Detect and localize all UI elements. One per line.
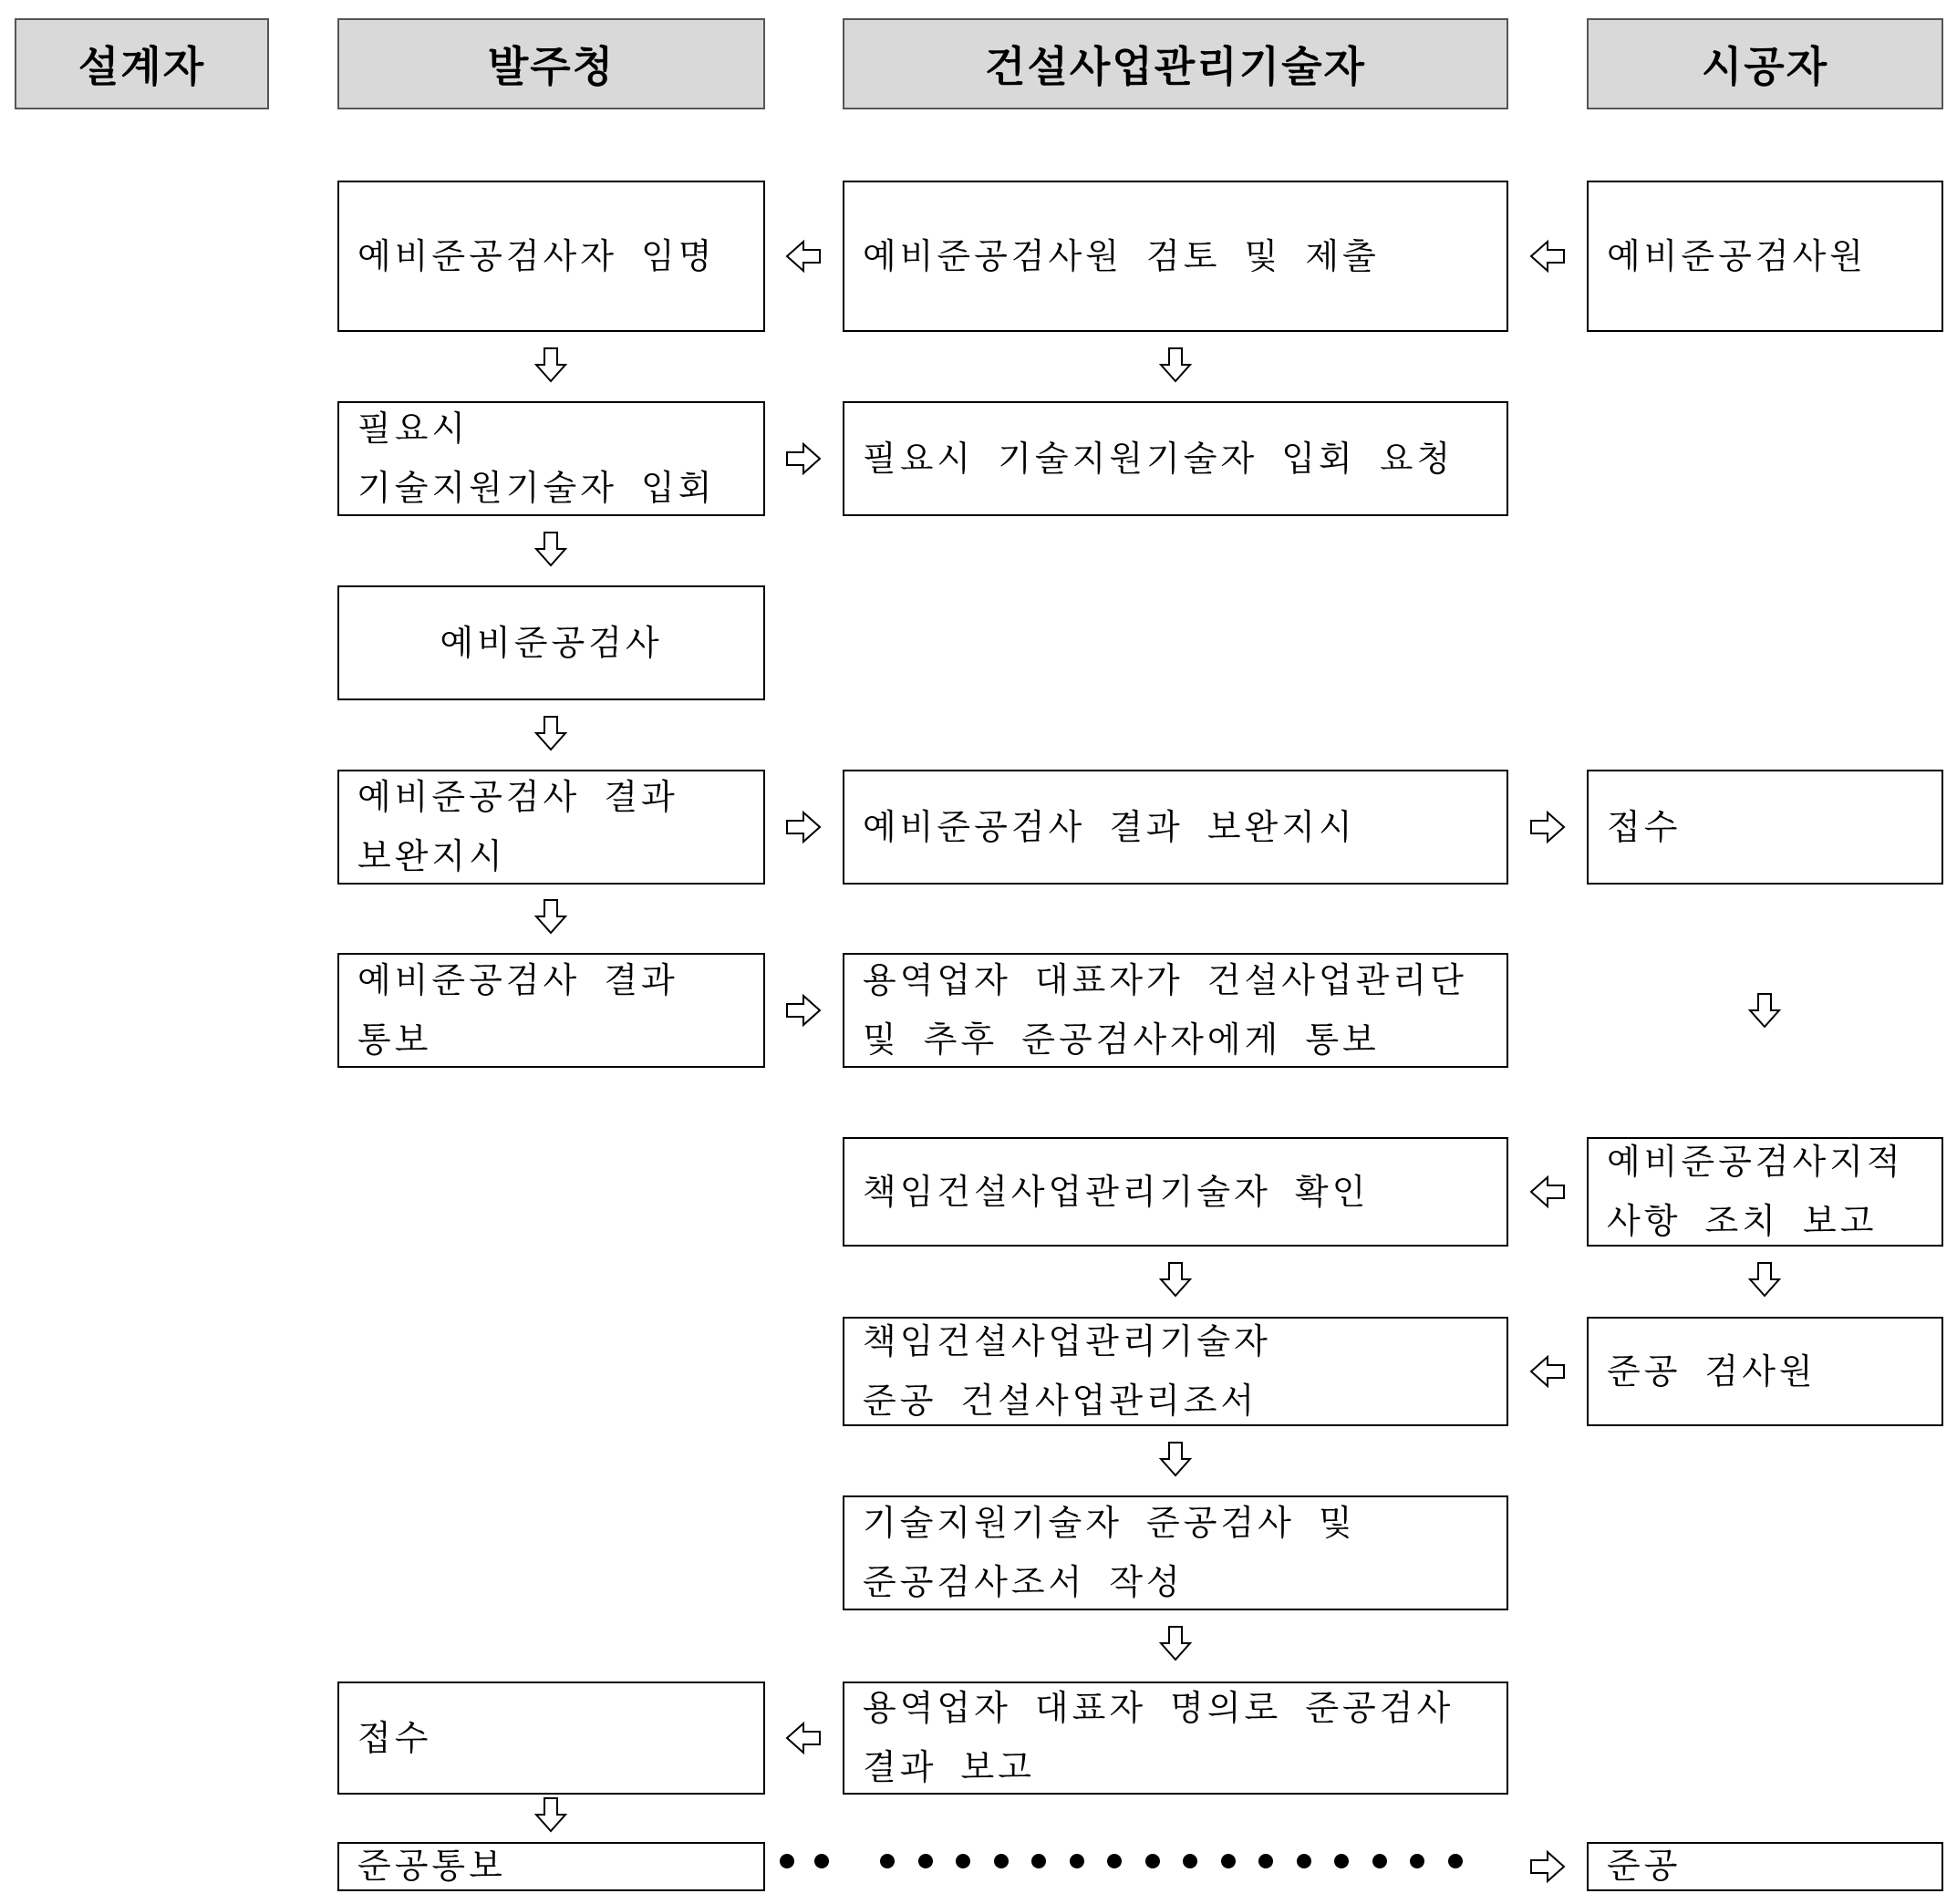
dot (956, 1854, 970, 1868)
arrow-left-icon (1520, 229, 1575, 284)
box-line: 및 추후 준공검사자에게 통보 (863, 1019, 1380, 1060)
box-pre-result-supplement (337, 770, 765, 885)
box-tech-support-inspection (843, 1495, 1508, 1610)
box-completion-cm-report (843, 1317, 1508, 1426)
box-line: 예비준공검사원 (1607, 235, 1867, 276)
arrow-right-icon (776, 431, 831, 486)
arrow-down-icon (523, 889, 578, 944)
box-line: 예비준공검사원 검토 및 제출 (863, 235, 1380, 276)
box-line: 필요시 (357, 409, 470, 450)
arrow-left-icon (1520, 1344, 1575, 1399)
box-line: 예비준공검사 결과 (357, 960, 678, 1001)
arrow-down-icon (523, 1787, 578, 1842)
dot (880, 1854, 895, 1868)
arrow-down-icon (523, 522, 578, 576)
box-appoint-pre-inspector (337, 181, 765, 332)
box-line: 준공 검사원 (1607, 1350, 1817, 1392)
box-line: 예비준공검사지적 (1607, 1142, 1904, 1183)
box-line: 기술지원기술자 입회 (357, 468, 716, 508)
dot (1221, 1854, 1236, 1868)
box-line: 필요시 기술지원기술자 입회 요청 (863, 438, 1455, 479)
box-line: 통보 (357, 1019, 432, 1060)
arrow-left-icon (1520, 1164, 1575, 1219)
box-line: 준공통보 (357, 1846, 506, 1887)
dot (1070, 1854, 1084, 1868)
header-contractor: 시공자 (1587, 18, 1943, 109)
dot (1334, 1854, 1349, 1868)
box-pre-result-notify (337, 953, 765, 1068)
header-designer: 설계자 (15, 18, 269, 109)
box-completion-request (1587, 1317, 1943, 1426)
box-review-submit-pre-request (843, 181, 1508, 332)
dot (1258, 1854, 1273, 1868)
box-line: 사항 조치 보고 (1607, 1201, 1878, 1241)
dot (1107, 1854, 1122, 1868)
box-pre-inspection-request (1587, 181, 1943, 332)
dot (1448, 1854, 1463, 1868)
dot (814, 1854, 829, 1868)
box-line: 보완지시 (357, 836, 506, 876)
dot (1183, 1854, 1197, 1868)
box-line: 접수 (357, 1717, 432, 1758)
box-line: 예비준공검사 (440, 622, 663, 663)
box-result-report (843, 1682, 1508, 1795)
box-line: 용역업자 대표자 명의로 준공검사 (863, 1688, 1455, 1729)
box-line: 준공 (1607, 1846, 1682, 1887)
box-line: 책임건설사업관리기술자 확인 (863, 1171, 1370, 1212)
box-completion-notice (337, 1842, 765, 1891)
box-line: 예비준공검사자 임명 (357, 235, 716, 276)
box-line: 책임건설사업관리기술자 (863, 1321, 1271, 1362)
dot (780, 1854, 794, 1868)
box-contractor-receive (1587, 770, 1943, 885)
arrow-down-icon (1148, 337, 1203, 392)
box-pre-inspection (337, 585, 765, 700)
arrow-left-icon (776, 229, 831, 284)
box-attend-tech-support (337, 401, 765, 516)
box-line: 준공 건설사업관리조서 (863, 1381, 1258, 1421)
box-line: 접수 (1607, 806, 1682, 847)
arrow-down-icon (1148, 1432, 1203, 1486)
arrow-right-icon (1520, 800, 1575, 854)
header-client: 발주청 (337, 18, 765, 109)
box-line: 준공검사조서 작성 (863, 1562, 1184, 1602)
box-action-report (1587, 1137, 1943, 1247)
dot (994, 1854, 1009, 1868)
arrow-down-icon (523, 706, 578, 761)
header-cm: 건설사업관리기술자 (843, 18, 1508, 109)
arrow-down-icon (1148, 1252, 1203, 1307)
arrow-down-icon (1737, 1252, 1792, 1307)
arrow-down-icon (523, 337, 578, 392)
box-client-receive (337, 1682, 765, 1795)
arrow-right-icon (776, 983, 831, 1038)
dot (918, 1854, 933, 1868)
box-line: 결과 보고 (863, 1747, 1035, 1787)
arrow-right-icon (776, 800, 831, 854)
dot (1031, 1854, 1046, 1868)
dot (1145, 1854, 1160, 1868)
arrow-right-icon (1520, 1839, 1575, 1894)
box-line: 예비준공검사 결과 보완지시 (863, 806, 1356, 847)
arrow-down-icon (1737, 983, 1792, 1038)
box-chief-cm-confirm (843, 1137, 1508, 1247)
box-line: 예비준공검사 결과 (357, 777, 678, 818)
dotted-connector (780, 1851, 1464, 1875)
box-request-tech-support (843, 401, 1508, 516)
box-line: 기술지원기술자 준공검사 및 (863, 1503, 1356, 1544)
arrow-down-icon (1148, 1616, 1203, 1671)
box-rep-notify (843, 953, 1508, 1068)
box-line: 용역업자 대표자가 건설사업관리단 (863, 960, 1467, 1001)
box-completion (1587, 1842, 1943, 1891)
dot (1297, 1854, 1311, 1868)
arrow-left-icon (776, 1711, 831, 1765)
dot (1372, 1854, 1387, 1868)
dot (1410, 1854, 1424, 1868)
box-cm-pre-result-supplement (843, 770, 1508, 885)
